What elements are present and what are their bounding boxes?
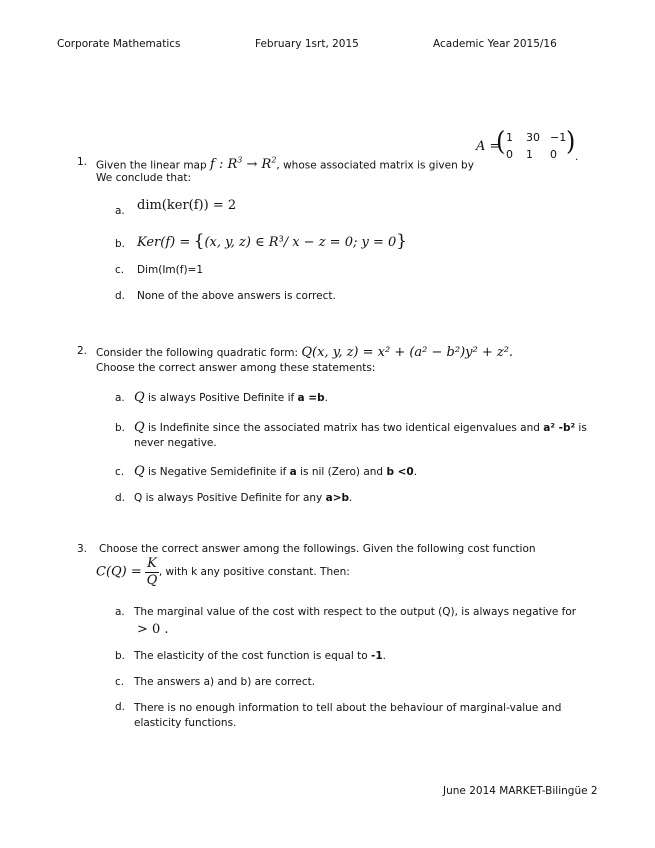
map-formula: f : $R^3 \to R^2$: [210, 156, 277, 173]
question-2-text: Consider the following quadratic form: Q(x, y, z) = x² + (a² − b²)y² + z².: [96, 345, 514, 360]
cost-function-formula: C(Q) = $\frac{K}{Q}$ , with k any positive constant. Then:: [96, 556, 350, 589]
matrix-label: A =: [476, 139, 501, 154]
footer-text: June 2014 MARKET-Bilingüe 2: [443, 785, 598, 797]
option-q1-d: None of the above answers is correct.: [137, 290, 336, 302]
option-q2-d: Q is always Positive Definite for any a>b.: [134, 492, 353, 504]
option-letter: c.: [115, 466, 125, 478]
option-q1-c: Dim(Im(f)=1: [137, 264, 204, 276]
header-date: February 1srt, 2015: [255, 38, 359, 50]
question-1-text: Given the linear map f : $R^3 \to R^2$, whose associated matrix is given by: [96, 156, 474, 173]
question-number: 3.: [77, 543, 88, 555]
option-letter: a.: [115, 392, 125, 404]
option-letter: a.: [115, 205, 125, 217]
matrix-row-2: 0 1 0: [506, 148, 557, 161]
quadratic-form-formula: Q(x, y, z) = x² + (a² − b²)y² + z².: [301, 345, 514, 360]
fraction: $\frac{K}{Q}$: [146, 556, 158, 589]
question-2-text-2: Choose the correct answer among these statements:: [96, 362, 376, 374]
option-q2-b: Q is Indefinite since the associated matrix has two identical eigenvalues and a² -b² is never negative.: [134, 420, 587, 449]
question-number: 1.: [77, 156, 88, 168]
option-letter: d.: [115, 290, 126, 302]
option-letter: b.: [115, 650, 126, 662]
option-letter: d.: [115, 701, 126, 713]
question-1-text-2: We conclude that:: [96, 172, 192, 184]
question-3-text: Choose the correct answer among the followings. Given the following cost function: [99, 543, 536, 555]
option-q3-b: The elasticity of the cost function is equal to -1.: [134, 650, 387, 662]
option-q3-a-cont: > 0 .: [137, 622, 169, 637]
option-q1-b: Ker(f) = {(x, y, z) ∈ $R^3/$ x − z = 0; y = 0}: [137, 231, 408, 251]
option-letter: b.: [115, 422, 126, 434]
header-academic-year: Academic Year 2015/16: [433, 38, 557, 50]
matrix-row-1: 1 30 −1: [506, 131, 567, 144]
option-q3-a: The marginal value of the cost with respect to the output (Q), is always negative for: [134, 606, 577, 618]
matrix-left-paren: (: [496, 125, 506, 157]
option-q1-a: dim(ker(f)) = 2: [137, 198, 237, 213]
matrix-period: .: [575, 151, 579, 163]
matrix-right-paren: ): [566, 125, 576, 157]
option-q2-c: Q is Negative Semidefinite if a is nil (Zero) and b <0.: [134, 464, 418, 479]
option-q3-c: The answers a) and b) are correct.: [134, 676, 316, 688]
option-letter: c.: [115, 264, 125, 276]
header-course: Corporate Mathematics: [57, 38, 181, 50]
option-letter: d.: [115, 492, 126, 504]
option-q3-d: There is no enough information to tell about the behaviour of marginal-value and elasticity functions.: [134, 702, 562, 729]
option-q2-a: Q is always Positive Definite if a =b.: [134, 390, 328, 405]
option-letter: a.: [115, 606, 125, 618]
question-number: 2.: [77, 345, 88, 357]
option-letter: b.: [115, 238, 126, 250]
option-letter: c.: [115, 676, 125, 688]
